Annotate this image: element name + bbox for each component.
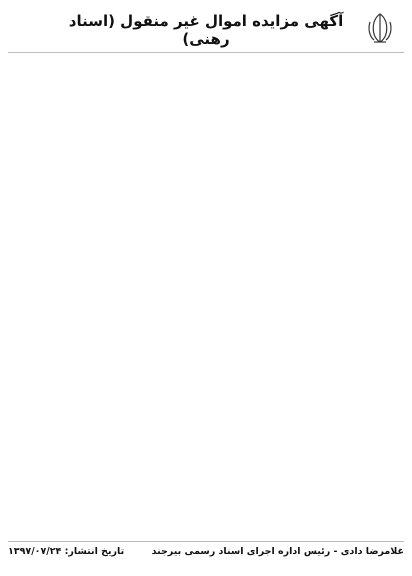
notice-body — [8, 59, 404, 537]
publish-date: تاریخ انتشار: ۱۳۹۷/۰۷/۲۴ — [8, 546, 125, 557]
notice-footer — [8, 541, 404, 557]
notice-header — [8, 6, 404, 53]
iran-emblem-icon — [360, 8, 400, 48]
notice-title: آگهی مزایده اموال غیر منقول (اسناد رهنی) — [68, 12, 344, 48]
signature-line: غلامرضا دادی - رئیس اداره اجرای اسناد رسمی بیرجند — [151, 546, 404, 557]
